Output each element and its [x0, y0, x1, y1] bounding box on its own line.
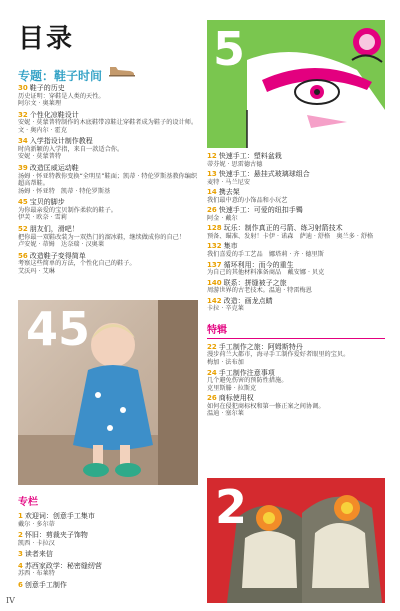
entry-description: 安妮 · 莫蒙普特制作的木底鞋带凉鞋让穿鞋者成为鞋子的设计师。	[18, 119, 198, 127]
page-number: IV	[6, 596, 15, 605]
entry-description: 为你最亲爱的宝贝制作柔软的鞋子。	[18, 206, 117, 214]
entry-number: 56	[18, 251, 28, 260]
entry-description: 卡拉 · 辛克莱	[207, 305, 244, 313]
entry-title: 快速手工：塑料盆栽	[218, 152, 282, 160]
column-heading: 专栏	[18, 497, 38, 508]
list-item[interactable]	[18, 531, 198, 547]
entry-author: 安妮 · 莫蒙普特	[18, 153, 62, 161]
entry-number: 1	[18, 512, 23, 520]
entry-title: 朋友们，滑吧！	[29, 225, 79, 234]
entry-number: 26	[207, 206, 217, 215]
list-item[interactable]	[207, 369, 385, 393]
entry-description: 阿金 · 戴尔	[207, 214, 238, 222]
list-item[interactable]	[18, 164, 198, 195]
photo-page-number: 2	[215, 480, 248, 534]
entry-description: 历史证明：穿鞋是人类的天性。	[18, 92, 105, 100]
entry-title: 鞋子的历史	[29, 84, 65, 92]
entry-author: 伊芙 · 欧奈 · 雪莉	[18, 214, 67, 222]
right-entry-list	[207, 152, 385, 420]
entry-title: 改造鞋子变得简单	[29, 251, 86, 260]
entry-description: 如何在侵犯商标权和第一修正案之间协调。	[207, 402, 325, 410]
special-heading: 特辑	[207, 324, 227, 336]
entry-number: 142	[207, 296, 222, 305]
list-item[interactable]	[207, 394, 385, 418]
entry-author: 卢安妮 · 蒂姆 达奈瑞 · 汉奥莱	[18, 241, 105, 249]
entry-author: 凯西 · 卡拉汉	[18, 539, 55, 547]
entry-title: 入学指设计制作教程	[29, 137, 93, 146]
list-item[interactable]	[207, 170, 385, 186]
entry-author: 汤姆 · 怀亚特 凯蒂 · 特伦罗斯基	[18, 187, 111, 195]
entry-title: 联系：拼缝被子之旅	[223, 278, 287, 287]
list-item[interactable]	[207, 152, 385, 168]
entry-title: 怀旧：剪裁夹子饰物	[24, 531, 88, 540]
list-item[interactable]	[207, 297, 385, 313]
entry-author: 阿尔文 · 奥莱理	[18, 100, 62, 108]
entry-number: 2	[18, 531, 23, 540]
entry-title: 商标使用权	[218, 394, 254, 403]
entry-author: 戴尔 · 多尔蒂	[18, 520, 55, 528]
entry-title: 手工制作注意事项	[218, 368, 275, 377]
list-item[interactable]	[207, 224, 385, 240]
photo-page-number: 5	[213, 22, 246, 76]
entry-number: 4	[18, 561, 23, 570]
entry-description: 漫步荷兰大都市，海寻手工制作爱好者眼里的宝贝。	[207, 351, 350, 359]
entry-title: 欢迎词：创意手工集市	[24, 512, 95, 520]
entry-description: 我们喜爱的手工艺品 娜塔莉 · 齐 · 德里斯	[207, 250, 324, 258]
entry-description: 我们最中意的小饰品和小玩艺	[207, 196, 288, 204]
entry-number: 128	[207, 224, 222, 233]
entry-number: 45	[18, 198, 28, 207]
entry-number: 24	[207, 368, 217, 377]
entry-description: 把你最一双鞋改装为一双热门的溜冰鞋，继续做成你的自己！	[18, 233, 186, 241]
entry-title: 手工制作之旅：阿姆斯特丹	[218, 342, 303, 351]
entry-description: 几个避免伤害的预防性措施。	[207, 377, 288, 385]
entry-title: 宝贝的脚步	[29, 198, 65, 207]
entry-author: 温迪 · 塞尔莱	[207, 410, 244, 418]
list-item[interactable]	[207, 206, 385, 222]
entry-title: 改造匡威运动鞋	[29, 164, 79, 173]
list-item[interactable]	[18, 84, 198, 108]
entry-description: 为自己的其他材料准备商品 戴安娜 · 贝克	[207, 269, 325, 277]
entry-author: 苏西 · 布莱特	[18, 570, 55, 578]
entry-author: 文 · 奥内尔 · 霍克	[18, 126, 67, 134]
entry-description: 麦特 · 马兰尼安	[207, 178, 251, 186]
entry-number: 3	[18, 550, 23, 559]
list-item[interactable]	[18, 550, 198, 559]
list-item[interactable]	[18, 252, 198, 276]
entry-number: 140	[207, 278, 222, 287]
entry-description: 预备、瞄准、发射！卡伊 · 诺森 萨迪 · 舒格 奥兰多 · 舒格	[207, 232, 374, 240]
shoes-photo[interactable]	[207, 478, 385, 603]
entry-number: 34	[18, 137, 28, 146]
entry-title: 读者来信	[24, 550, 53, 559]
list-item[interactable]	[18, 111, 198, 135]
entry-number: 52	[18, 225, 28, 234]
entry-description: 蒂芬妮 · 思雷德古德	[207, 160, 263, 168]
entry-description: 周游世界的古老技术。温迪 · 特雷梅恩	[207, 287, 312, 295]
entry-title: 快速手工：可爱的纽扣手镯	[218, 206, 303, 215]
entry-number: 12	[207, 152, 217, 160]
entry-number: 30	[18, 84, 28, 92]
list-item[interactable]	[18, 137, 198, 161]
entry-number: 39	[18, 164, 28, 173]
entry-number: 137	[207, 260, 222, 269]
list-item[interactable]	[207, 279, 385, 295]
entry-description: 时尚新颖的入学指，来自一款适合你。	[18, 145, 124, 153]
entry-title: 快速手工：悬挂式玻璃球组合	[218, 170, 310, 179]
entry-number: 26	[207, 394, 217, 403]
list-item[interactable]	[18, 512, 198, 528]
entry-author: 梅加 · 法布加	[207, 358, 244, 366]
baby-photo[interactable]	[18, 300, 198, 485]
entry-number: 6	[18, 580, 23, 589]
entry-title: 个性化凉鞋设计	[29, 110, 79, 119]
list-item[interactable]	[18, 562, 198, 578]
list-item[interactable]	[18, 225, 198, 249]
entry-title: 集市	[223, 242, 238, 251]
list-item[interactable]	[18, 198, 198, 222]
entry-title: 改造：画龙点睛	[223, 296, 273, 305]
list-item[interactable]	[207, 261, 385, 277]
entry-number: 22	[207, 342, 217, 351]
entry-description: 汤姆 · 怀亚特教你变换“全明星”鞋面；凯蒂 · 特伦罗斯基教你编织超高帮鞋。	[18, 172, 198, 188]
page-title: 目录	[18, 24, 75, 54]
column-section	[18, 493, 198, 592]
topic-entry-list	[18, 84, 198, 278]
entry-title: 玩乐：制作真正的弓箭、练习射箭技术	[223, 224, 343, 233]
entry-author: 克里斯滕 · 拉斯克	[207, 384, 257, 392]
section-divider	[207, 338, 385, 339]
entry-title: 创意手工制作	[24, 580, 67, 589]
entry-title: 循环利用：而今的重生	[223, 260, 294, 269]
illustration-photo[interactable]	[207, 20, 385, 148]
entry-number: 32	[18, 110, 28, 119]
shoe-icon	[108, 63, 136, 77]
entry-number: 132	[207, 242, 222, 251]
entry-description: 考察这些简单的方法，个性化自己的鞋子。	[18, 260, 136, 268]
list-item[interactable]	[207, 242, 385, 258]
entry-title: 苏西家政学：秘密缝纫营	[24, 561, 102, 570]
entry-author: 艾沃玛 · 艾琳	[18, 267, 55, 275]
topic-heading: 专题：鞋子时间	[18, 69, 103, 83]
entry-number: 13	[207, 170, 217, 179]
list-item[interactable]	[207, 188, 385, 204]
entry-title: 携去架	[218, 188, 240, 197]
list-item[interactable]	[207, 343, 385, 367]
photo-page-number: 45	[26, 302, 91, 356]
list-item[interactable]	[18, 581, 198, 590]
entry-number: 14	[207, 188, 217, 197]
